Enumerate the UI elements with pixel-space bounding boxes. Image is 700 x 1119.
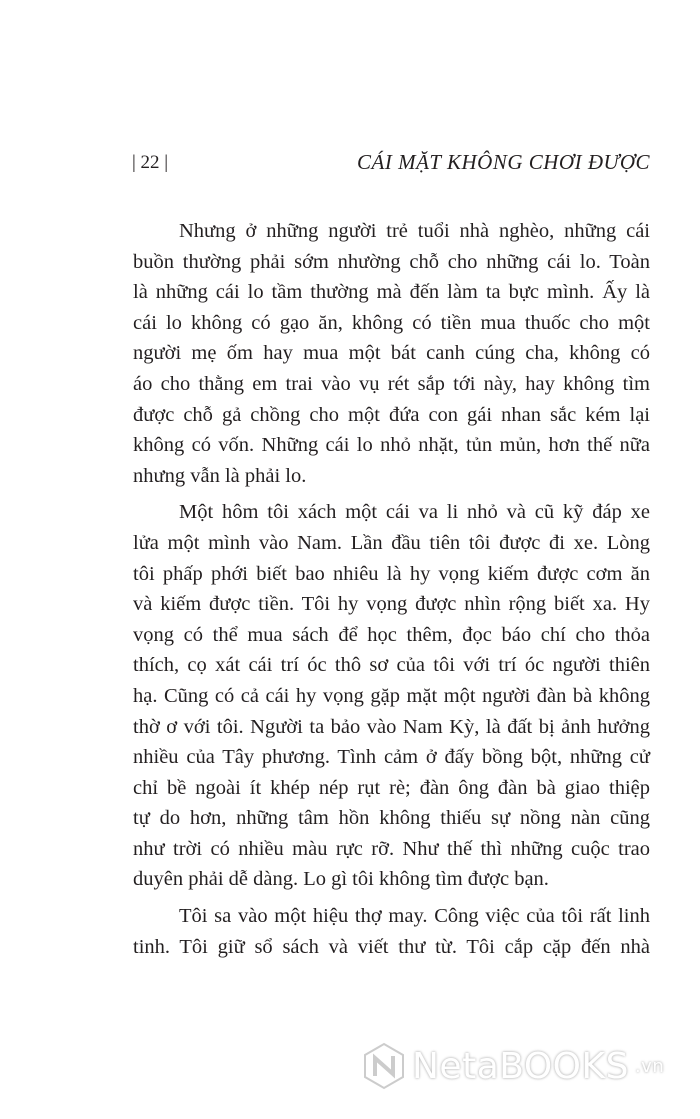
text-line: tự do hơn, những tâm hồn không thiếu sự nồng nàn cũng (133, 807, 650, 830)
text-line: tinh. Tôi giữ sổ sách và viết thư từ. Tôi cắp cặp đến nhà (133, 935, 650, 958)
watermark-brand: NetaBOOKS (412, 1045, 629, 1087)
paragraph (133, 216, 650, 491)
text-line: nhiều của Tây phương. Tình cảm ở đấy bồng bột, những cử (133, 746, 650, 769)
chapter-title: CÁI MẶT KHÔNG CHƠI ĐƯỢC (357, 150, 650, 174)
body-text (133, 216, 650, 968)
text-line: được chỗ gả chồng cho một đứa con gái nhan sắc kém lại (133, 403, 650, 426)
netabooks-logo-icon (362, 1042, 406, 1090)
text-line: người mẹ ốm hay mua một bát canh cúng cha, không có (133, 342, 650, 365)
text-line: như trời có nhiều màu rực rỡ. Như thế thì những cuộc trao (133, 837, 650, 860)
text-line: chỉ bề ngoài ít khép nép rụt rè; đàn ông đàn bà giao thiệp (133, 776, 650, 799)
text-line: vọng có thể mua sách để học thêm, đọc báo chí cho thỏa (133, 623, 650, 646)
text-line: lửa một mình vào Nam. Lần đầu tiên tôi được đi xe. Lòng (133, 531, 650, 554)
text-line: duyên phải dễ dàng. Lo gì tôi không tìm được bạn. (133, 868, 549, 891)
text-line: thờ ơ với tôi. Người ta bảo vào Nam Kỳ, là đất bị ảnh hưởng (133, 715, 650, 738)
text-line: cái lo không có gạo ăn, không có tiền mua thuốc cho một (133, 311, 650, 334)
text-line: Một hôm tôi xách một cái va li nhỏ và cũ kỹ đáp xe (179, 501, 650, 524)
text-line: thích, cọ xát cái trí óc thô sơ của tôi với trí óc người thiên (133, 654, 650, 677)
text-line: áo cho thằng em trai vào vụ rét sắp tới này, hay không tìm (133, 372, 650, 395)
watermark (362, 1042, 664, 1090)
text-line: Tôi sa vào một hiệu thợ may. Công việc của tôi rất linh (179, 905, 650, 928)
text-line: Nhưng ở những người trẻ tuổi nhà nghèo, những cái (179, 220, 650, 242)
text-line: không có vốn. Những cái lo nhỏ nhặt, tủn mủn, hơn thế nữa (133, 434, 650, 457)
text-line: tôi phấp phới biết bao nhiêu là hy vọng kiếm được cơm ăn (133, 562, 650, 585)
text-line: nhưng vẫn là phải lo. (133, 464, 307, 487)
text-line: hạ. Cũng có cả cái hy vọng gặp mặt một người đàn bà không (133, 684, 650, 707)
page-number: | 22 | (132, 152, 169, 173)
text-line: buồn thường phải sớm nhường chỗ cho những cái lo. Toàn (133, 250, 650, 273)
text-line: là những cái lo tầm thường mà đến làm ta bực mình. Ấy là (133, 281, 650, 304)
paragraph (133, 497, 650, 895)
watermark-suffix: .vn (634, 1055, 665, 1077)
paragraph (133, 901, 650, 962)
text-line: và kiếm được tiền. Tôi hy vọng được nhìn rộng biết xa. Hy (133, 593, 650, 616)
